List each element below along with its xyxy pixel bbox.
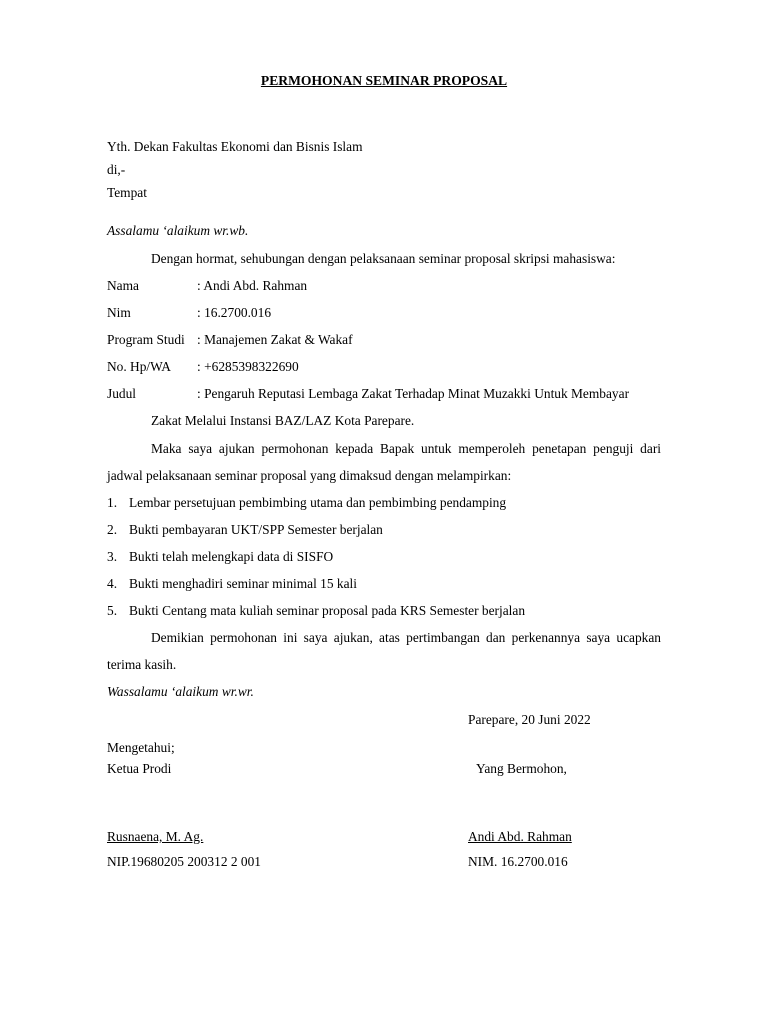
right-signatory-name: Andi Abd. Rahman	[468, 829, 572, 844]
recipient-line-1: Yth. Dekan Fakultas Ekonomi dan Bisnis Islam	[107, 139, 363, 154]
request-line-1-text: Maka saya ajukan permohonan kepada Bapak untuk memperoleh penetapan penguji dari	[151, 441, 661, 456]
right-signatory-nim: NIM. 16.2700.016	[468, 854, 568, 869]
field-label-nama: Nama	[107, 278, 139, 293]
left-signatory-nip: NIP.19680205 200312 2 001	[107, 854, 261, 869]
request-line-1	[107, 441, 661, 457]
request-line-2: jadwal pelaksanaan seminar proposal yang dimaksud dengan melampirkan:	[107, 468, 512, 483]
left-signatory-role: Ketua Prodi	[107, 761, 172, 776]
closing-line-1	[107, 630, 661, 646]
attachment-number-4: 4.	[107, 576, 118, 591]
left-signatory-name: Rusnaena, M. Ag.	[107, 829, 204, 844]
closing-line-1-text: Demikian permohonan ini saya ajukan, atas pertimbangan dan perkenannya saya ucapkan	[151, 630, 661, 645]
title-continuation: Zakat Melalui Instansi BAZ/LAZ Kota Parepare.	[151, 413, 415, 428]
closing-line-2: terima kasih.	[107, 657, 177, 672]
right-signatory-role: Yang Bermohon,	[476, 761, 567, 776]
acknowledged-label: Mengetahui;	[107, 740, 175, 755]
attachment-number-3: 3.	[107, 549, 118, 564]
recipient-line-2: di,-	[107, 162, 126, 177]
field-value-phone: : +6285398322690	[197, 359, 299, 374]
attachment-item-5: Bukti Centang mata kuliah seminar proposal pada KRS Semester berjalan	[129, 603, 526, 618]
attachment-item-4: Bukti menghadiri seminar minimal 15 kali	[129, 576, 357, 591]
field-label-judul: Judul	[107, 386, 137, 401]
field-value-nama: : Andi Abd. Rahman	[197, 278, 308, 293]
field-value-program-studi: : Manajemen Zakat & Wakaf	[197, 332, 353, 347]
field-label-program-studi: Program Studi	[107, 332, 185, 347]
document-title: PERMOHONAN SEMINAR PROPOSAL	[260, 73, 508, 88]
attachment-item-2: Bukti pembayaran UKT/SPP Semester berjalan	[129, 522, 383, 537]
greeting: Assalamu ‘alaikum wr.wb.	[107, 223, 249, 238]
attachment-item-1: Lembar persetujuan pembimbing utama dan pembimbing pendamping	[129, 495, 507, 510]
recipient-line-3: Tempat	[107, 185, 147, 200]
field-value-judul: : Pengaruh Reputasi Lembaga Zakat Terhadap Minat Muzakki Untuk Membayar	[197, 386, 630, 401]
intro-paragraph: Dengan hormat, sehubungan dengan pelaksanaan seminar proposal skripsi mahasiswa:	[151, 251, 616, 266]
attachment-number-1: 1.	[107, 495, 118, 510]
attachment-number-5: 5.	[107, 603, 118, 618]
farewell: Wassalamu ‘alaikum wr.wr.	[107, 684, 254, 699]
field-label-nim: Nim	[107, 305, 131, 320]
attachment-number-2: 2.	[107, 522, 118, 537]
place-date: Parepare, 20 Juni 2022	[468, 712, 591, 727]
field-value-nim: : 16.2700.016	[197, 305, 272, 320]
attachment-item-3: Bukti telah melengkapi data di SISFO	[129, 549, 334, 564]
field-label-phone: No. Hp/WA	[107, 359, 171, 374]
